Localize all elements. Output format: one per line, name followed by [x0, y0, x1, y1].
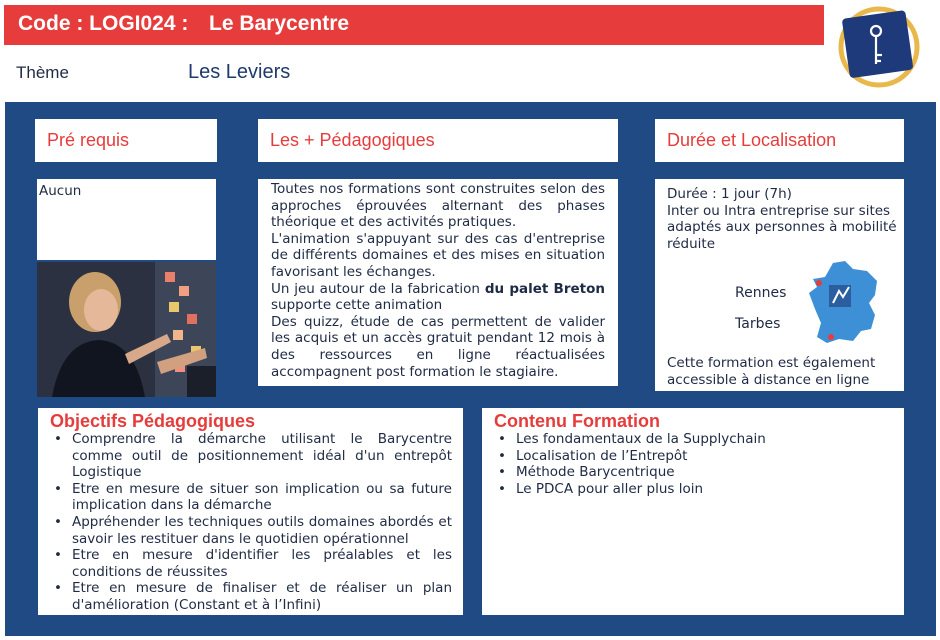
city-rennes: Rennes	[735, 285, 787, 301]
pedagogie-title-box	[258, 119, 618, 162]
header-bar	[4, 5, 824, 45]
objectif-item: • Comprendre la démarche utilisant le Barycentre comme outil de positionnement idéal d'un entrepôt Logistique	[50, 431, 452, 481]
localisation-line: Inter ou Intra entreprise sur sites adaptés aux personnes à mobilité réduite	[667, 202, 897, 252]
city-tarbes: Tarbes	[735, 316, 781, 332]
objectif-item: • Appréhender les techniques outils domaines abordés et savoir les restituer dans le quotidien opérationnel	[50, 514, 452, 547]
course-code: Code : LOGI024 :	[18, 12, 189, 35]
distance-text: Cette formation est également accessible à distance en ligne	[667, 355, 876, 388]
objectif-item: • Etre en mesure de situer son implication ou sa future implication dans la démarche	[50, 481, 452, 514]
theme-value: Les Leviers	[188, 61, 291, 83]
contenu-item: • Localisation de l’Entrepôt	[494, 448, 894, 465]
pedagogie-paragraph-2: L'animation s'appuyant sur des cas d'entreprise de différents domaines et des mises en situation favorisant les échanges.	[271, 230, 605, 280]
contenu-box	[482, 408, 904, 615]
contenu-item: • Le PDCA pour aller plus loin	[494, 481, 894, 498]
course-title: Le Barycentre	[209, 12, 350, 35]
tarbes-pin	[828, 334, 834, 340]
duree-text	[667, 186, 899, 252]
key-logo	[832, 0, 926, 94]
objectif-item: • Etre en mesure d'identifier les préalables et les conditions de réussites	[50, 547, 452, 580]
duree-title-box	[655, 119, 904, 162]
objectifs-list	[50, 431, 452, 614]
rennes-pin	[816, 280, 822, 286]
contenu-title: Contenu Formation	[494, 411, 660, 431]
objectif-item: • Etre en mesure de finaliser et de réaliser un plan d'amélioration (Constant et à l’Infini)	[50, 580, 452, 613]
prerequis-content-box	[37, 179, 216, 260]
objectifs-title: Objectifs Pédagogiques	[50, 411, 256, 431]
pedagogie-paragraph-4: Des quizz, étude de cas permettent de valider les acquis et un accès gratuit pendant 12 mois à des ressources en ligne réactualisées accompagnent post formation le stagiaire.	[271, 313, 605, 380]
france-map	[805, 259, 885, 347]
prerequis-title: Pré requis	[47, 130, 130, 150]
pedagogie-p3-start: Un jeu autour de la fabrication	[271, 280, 485, 297]
pedagogie-title: Les + Pédagogiques	[270, 130, 435, 150]
pedagogie-paragraph-1: Toutes nos formations sont construites selon des approches éprouvées alternant des phases théorique et des activités pratiques.	[271, 181, 605, 231]
pedagogie-p3-bold: du palet Breton	[484, 280, 605, 297]
pedagogie-content-box	[258, 179, 618, 386]
duree-content-box	[655, 179, 904, 391]
pedagogie-p3-end: supporte cette animation	[271, 297, 443, 314]
prerequis-text: Aucun	[39, 183, 82, 199]
theme-label: Thème	[16, 63, 69, 82]
contenu-item: • Méthode Barycentrique	[494, 464, 894, 481]
pedagogie-paragraph-3	[271, 281, 605, 314]
objectifs-box	[38, 408, 463, 615]
contenu-item: • Les fondamentaux de la Supplychain	[494, 431, 894, 448]
contenu-list	[494, 431, 894, 497]
prerequis-title-box	[35, 119, 217, 162]
training-photo	[37, 262, 216, 397]
duree-title: Durée et Localisation	[667, 130, 837, 150]
pedagogie-text	[271, 181, 605, 380]
duree-line: Durée : 1 jour (7h)	[667, 186, 792, 202]
